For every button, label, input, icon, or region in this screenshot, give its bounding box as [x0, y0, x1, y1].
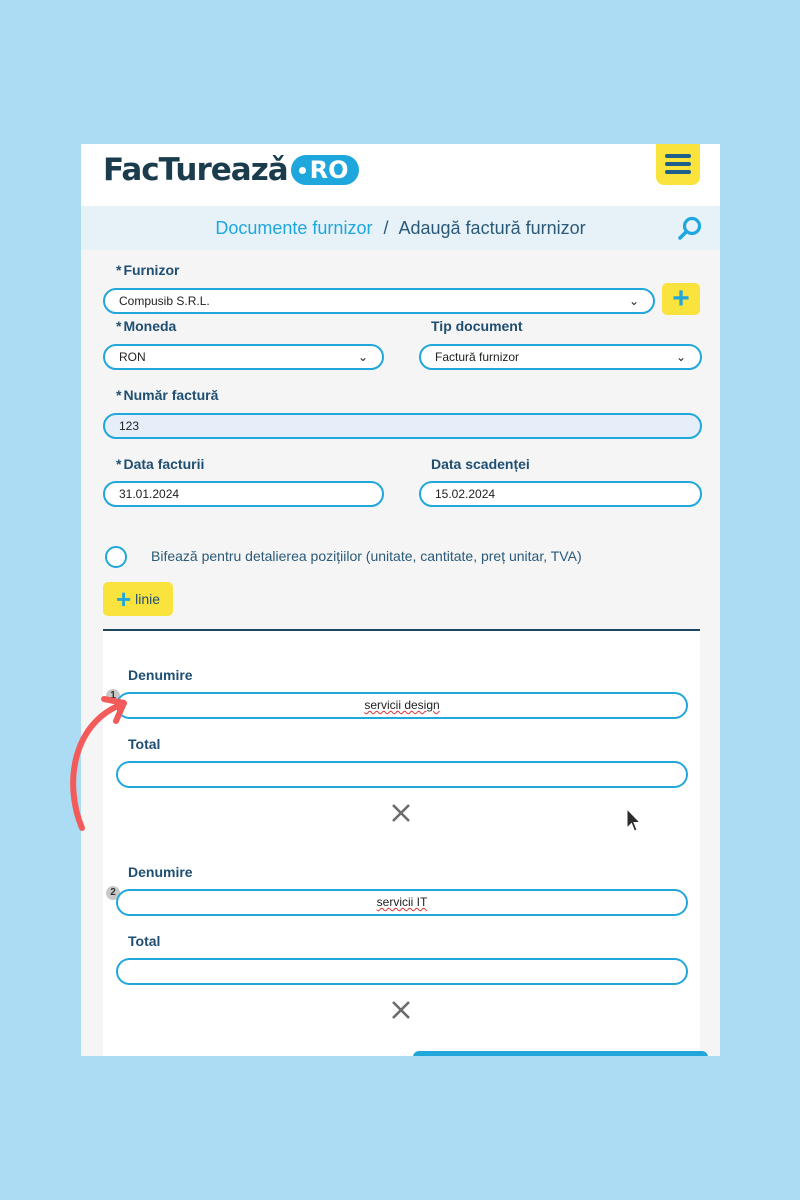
- item-2-remove-icon[interactable]: [390, 999, 412, 1021]
- item-2-name-label: Denumire: [128, 864, 193, 880]
- furnizor-label: * Furnizor: [116, 262, 180, 278]
- tip-document-select[interactable]: [419, 344, 702, 370]
- item-2-total-label: Total: [128, 933, 161, 949]
- item-2-name-input[interactable]: [116, 889, 688, 916]
- plus-icon: +: [115, 584, 132, 614]
- chevron-down-icon: ⌄: [675, 350, 686, 364]
- data-facturii-label: * Data facturii: [116, 456, 205, 472]
- tip-document-value: Factură furnizor: [435, 350, 520, 364]
- search-icon[interactable]: [677, 216, 703, 242]
- annotation-arrow-icon: [64, 685, 134, 835]
- logo-badge: RO: [291, 155, 359, 185]
- furnizor-value: Compusib S.R.L.: [119, 294, 210, 308]
- numar-factura-value: 123: [119, 419, 140, 433]
- moneda-select[interactable]: [103, 344, 384, 370]
- data-scadentei-value: 15.02.2024: [435, 487, 496, 501]
- hamburger-menu-icon[interactable]: [656, 144, 700, 185]
- item-2-index-badge: 2: [106, 886, 120, 900]
- data-scadentei-label: Data scadenței: [431, 456, 530, 472]
- numar-factura-label: * Număr factură: [116, 387, 219, 403]
- moneda-value: RON: [119, 350, 146, 364]
- furnizor-select[interactable]: [103, 288, 655, 314]
- add-supplier-button[interactable]: +: [662, 283, 700, 315]
- save-button[interactable]: [413, 1051, 708, 1056]
- breadcrumb-separator: /: [383, 218, 389, 238]
- breadcrumb-current: Adaugă factură furnizor: [398, 218, 586, 238]
- data-facturii-input[interactable]: [103, 481, 384, 507]
- detail-positions-checkbox[interactable]: [105, 546, 127, 568]
- breadcrumb: [81, 206, 720, 250]
- data-scadentei-input[interactable]: [419, 481, 702, 507]
- item-1-total-input[interactable]: [116, 761, 688, 788]
- logo-wordmark: FacTureazǎ: [103, 152, 288, 188]
- add-line-label: linie: [135, 591, 161, 607]
- mouse-cursor-icon: [626, 808, 642, 834]
- moneda-label: * Moneda: [116, 318, 177, 334]
- item-2-name-value: servicii IT: [376, 895, 428, 909]
- item-1-name-input[interactable]: [116, 692, 688, 719]
- item-2-total-input[interactable]: [116, 958, 688, 985]
- numar-factura-input[interactable]: [103, 413, 702, 439]
- tip-document-label: Tip document: [431, 318, 523, 334]
- line-items-panel: [103, 631, 700, 1056]
- top-bar: [81, 144, 720, 206]
- app-screen: [81, 144, 720, 1056]
- item-1-name-value: servicii design: [364, 698, 440, 712]
- item-1-total-label: Total: [128, 736, 161, 752]
- add-line-button[interactable]: [103, 582, 173, 616]
- item-1-index-badge: 1: [106, 689, 120, 703]
- data-facturii-value: 31.01.2024: [119, 487, 180, 501]
- item-1-remove-icon[interactable]: [390, 802, 412, 824]
- breadcrumb-parent-link[interactable]: Documente furnizor: [215, 218, 373, 238]
- detail-positions-label: Bifează pentru detalierea pozițiilor (unitate, cantitate, preț unitar, TVA): [151, 548, 582, 564]
- chevron-down-icon: ⌄: [357, 350, 368, 364]
- logo[interactable]: [103, 150, 359, 190]
- item-1-name-label: Denumire: [128, 667, 193, 683]
- chevron-down-icon: ⌄: [628, 294, 639, 308]
